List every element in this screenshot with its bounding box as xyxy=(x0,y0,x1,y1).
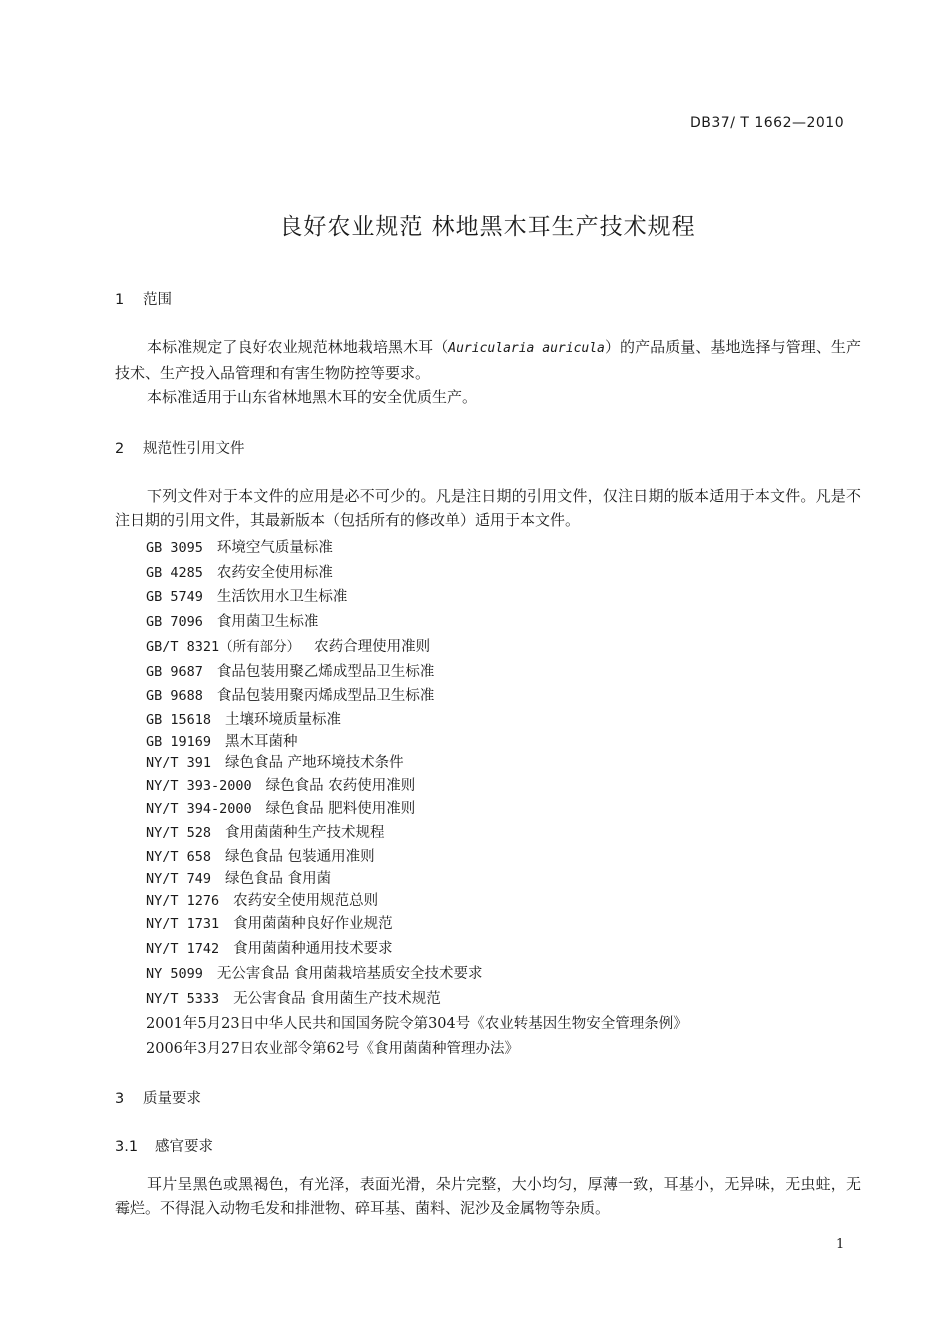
scope-paragraph xyxy=(115,335,861,409)
reference-code: GB 7096 xyxy=(146,614,203,630)
references-intro xyxy=(115,484,861,532)
reference-code: NY/T 658 xyxy=(146,849,212,865)
reference-name: 绿色食品 产地环境技术条件 xyxy=(225,755,404,771)
reference-item xyxy=(146,730,298,751)
reference-item xyxy=(146,751,404,772)
reference-code: NY/T 1276 xyxy=(146,893,220,909)
reference-name: 食用菌菌种生产技术规程 xyxy=(225,825,385,841)
applicability-text: 本标准适用于山东省林地黑木耳的安全优质生产。 xyxy=(147,388,478,406)
reference-name: 农药安全使用标准 xyxy=(216,565,333,581)
reference-name: 无公害食品 食用菌生产技术规范 xyxy=(233,991,441,1007)
reference-item xyxy=(146,536,333,557)
reference-name: 黑木耳菌种 xyxy=(225,734,298,750)
reference-name: 食用菌菌种良好作业规范 xyxy=(233,916,393,932)
section-number: 2 xyxy=(115,441,125,457)
reference-code: NY/T 1731 xyxy=(146,916,220,932)
reference-item xyxy=(146,821,385,842)
reference-code: NY/T 528 xyxy=(146,825,212,841)
document-title: 良好农业规范 林地黑木耳生产技术规程 xyxy=(279,214,696,240)
reference-name: 食用菌菌种通用技术要求 xyxy=(233,941,393,957)
reference-code: GB 5749 xyxy=(146,589,203,605)
reference-name: 无公害食品 食用菌栽培基质安全技术要求 xyxy=(216,966,483,982)
reference-item xyxy=(146,561,333,582)
reference-item xyxy=(146,585,347,606)
section-number: 3 xyxy=(115,1091,125,1107)
scope-text-part: 本标准规定了良好农业规范林地栽培黑木耳（ xyxy=(147,338,449,356)
reference-item xyxy=(146,708,341,729)
reference-code: NY/T 394-2000 xyxy=(146,801,252,817)
reference-item xyxy=(146,937,393,958)
reference-item xyxy=(146,660,434,681)
reference-name: 环境空气质量标准 xyxy=(216,540,333,556)
reference-item xyxy=(146,962,483,983)
reference-code: NY/T 391 xyxy=(146,755,212,771)
scope-text-part: ）的产品质量、基地选择与管理、生产技术、生产投入品管理和有害生物防控等要求。 xyxy=(115,338,861,382)
reference-code: GB 19169 xyxy=(146,734,212,750)
reference-name: 绿色食品 食用菌 xyxy=(225,871,332,887)
section-number: 1 xyxy=(115,292,125,308)
reference-code: NY/T 749 xyxy=(146,871,212,887)
reference-item xyxy=(146,774,415,795)
standard-code: DB37/ T 1662—2010 xyxy=(690,115,845,131)
reference-item xyxy=(146,867,331,888)
reference-item xyxy=(146,987,441,1008)
reference-code: GB 9688 xyxy=(146,688,203,704)
reference-name: 生活饮用水卫生标准 xyxy=(216,589,348,605)
section-title: 质量要求 xyxy=(143,1091,201,1107)
scope-text xyxy=(115,335,861,385)
reference-name: 绿色食品 包装通用准则 xyxy=(225,849,375,865)
decree-item: 2006年3月27日农业部令第62号《食用菌菌种管理办法》 xyxy=(146,1041,520,1057)
reference-code: GB 3095 xyxy=(146,540,203,556)
reference-code: NY 5099 xyxy=(146,966,203,982)
page-number: 1 xyxy=(836,1237,845,1252)
reference-item xyxy=(146,635,430,656)
reference-name: 绿色食品 农药使用准则 xyxy=(265,778,416,794)
sensory-requirements-paragraph xyxy=(115,1172,861,1220)
reference-item xyxy=(146,912,393,933)
section-1-heading xyxy=(115,288,172,309)
section-title: 规范性引用文件 xyxy=(143,441,245,457)
subsection-title: 感官要求 xyxy=(155,1139,213,1155)
reference-item xyxy=(146,889,378,910)
reference-item xyxy=(146,684,434,705)
subsection-3-1-heading xyxy=(115,1135,213,1156)
reference-name: 食用菌卫生标准 xyxy=(216,614,319,630)
subsection-number: 3.1 xyxy=(115,1139,139,1155)
section-2-heading xyxy=(115,437,245,458)
reference-name: 农药安全使用规范总则 xyxy=(233,893,379,909)
reference-code: NY/T 1742 xyxy=(146,941,220,957)
reference-code: GB 9687 xyxy=(146,664,203,680)
reference-code: NY/T 5333 xyxy=(146,991,220,1007)
sensory-text: 耳片呈黑色或黑褐色，有光泽，表面光滑，朵片完整，大小均匀，厚薄一致，耳基小，无异味，无虫蛀，无霉烂。不得混入动物毛发和排泄物、碎耳基、菌料、泥沙及金属物等杂质。 xyxy=(115,1175,861,1217)
reference-code: GB 4285 xyxy=(146,565,203,581)
decree-item: 2001年5月23日中华人民共和国国务院令第304号《农业转基因生物安全管理条例》 xyxy=(146,1016,688,1032)
reference-name: 食品包装用聚丙烯成型品卫生标准 xyxy=(216,688,435,704)
section-title: 范围 xyxy=(143,292,172,308)
reference-item xyxy=(146,610,318,631)
reference-name: 农药合理使用准则 xyxy=(314,639,431,655)
reference-code: GB 15618 xyxy=(146,712,212,728)
reference-name: 土壤环境质量标准 xyxy=(225,712,342,728)
reference-code: NY/T 393-2000 xyxy=(146,778,252,794)
reference-name: 食品包装用聚乙烯成型品卫生标准 xyxy=(216,664,435,680)
reference-name: 绿色食品 肥料使用准则 xyxy=(265,801,416,817)
reference-item xyxy=(146,797,415,818)
reference-code: GB/T 8321（所有部分） xyxy=(146,639,301,655)
section-3-heading xyxy=(115,1087,201,1108)
latin-name: Auricularia auricula xyxy=(448,341,605,356)
intro-text: 下列文件对于本文件的应用是必不可少的。凡是注日期的引用文件，仅注日期的版本适用于本文件。凡是不注日期的引用文件，其最新版本（包括所有的修改单）适用于本文件。 xyxy=(115,487,861,529)
reference-item xyxy=(146,845,375,866)
